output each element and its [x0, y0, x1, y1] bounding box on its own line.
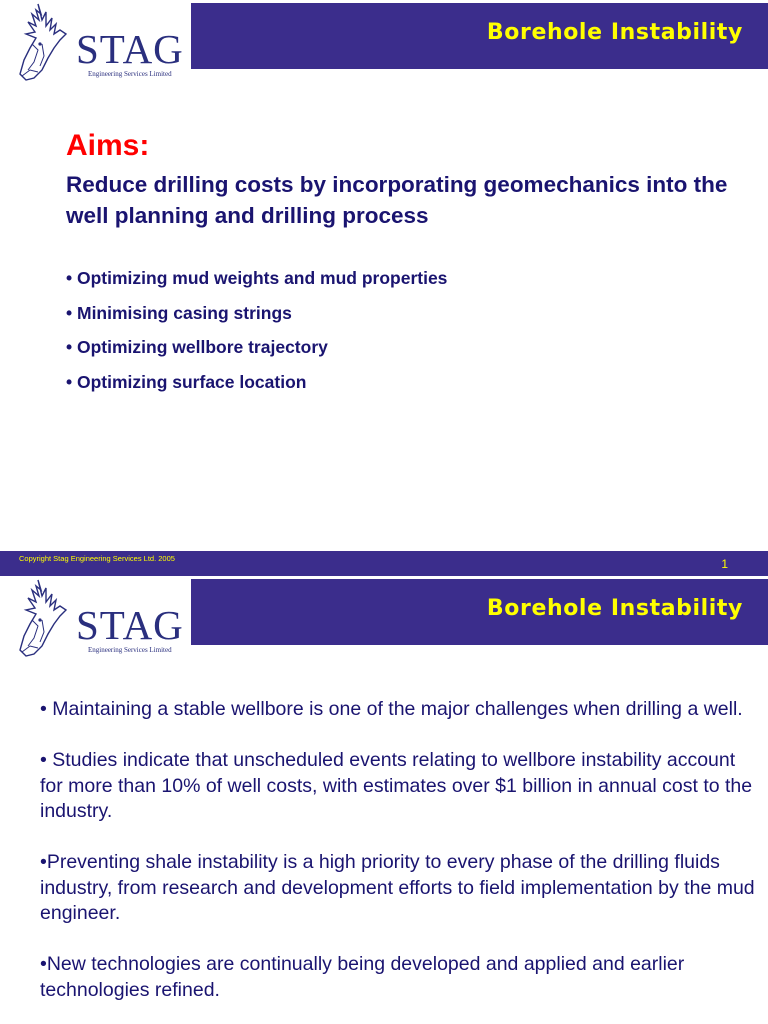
logo-wordmark: STAG — [76, 26, 184, 72]
body-paragraph: • Studies indicate that unscheduled events relating to wellbore instability account for more than 10% of well costs, with estimates over $1 billion in annual cost to the industry. — [40, 749, 753, 822]
aims-heading: Aims: — [66, 129, 150, 162]
slide-body — [40, 697, 760, 1024]
stag-head-icon — [8, 0, 78, 88]
logo-wordmark: STAG — [76, 602, 184, 648]
copyright-text: Copyright Stag Engineering Services Ltd. 2005 — [19, 554, 175, 563]
stag-logo — [8, 576, 184, 664]
slide-title: Borehole Instability — [486, 596, 743, 621]
footer-bar — [0, 551, 768, 576]
slide-title: Borehole Instability — [486, 20, 743, 45]
bullet-item: • Optimizing mud weights and mud properties — [66, 268, 448, 288]
aims-subtitle: Reduce drilling costs by incorporating geomechanics into the well planning and drilling process — [66, 172, 728, 228]
body-paragraph: •New technologies are continually being developed and applied and earlier technologies refined. — [40, 953, 685, 1001]
bullet-item: • Minimising casing strings — [66, 302, 292, 323]
bullet-item: • Optimizing surface location — [66, 371, 307, 392]
logo-subtitle: Engineering Services Limited — [88, 70, 172, 78]
bullet-item: • Optimizing wellbore trajectory — [66, 337, 328, 357]
aims-bullet-list — [66, 264, 447, 402]
title-bar — [191, 579, 768, 645]
body-paragraph: • Maintaining a stable wellbore is one of the major challenges when drilling a well. — [40, 698, 743, 720]
title-bar — [191, 3, 768, 69]
logo-subtitle: Engineering Services Limited — [88, 646, 172, 654]
slide-2 — [0, 576, 768, 1024]
stag-logo — [8, 0, 184, 88]
page-number: 1 — [721, 557, 728, 571]
body-paragraph: •Preventing shale instability is a high priority to every phase of the drilling fluids industry, from research and development efforts to field implementation by the mud engineer. — [40, 851, 755, 924]
stag-head-icon — [8, 576, 78, 664]
